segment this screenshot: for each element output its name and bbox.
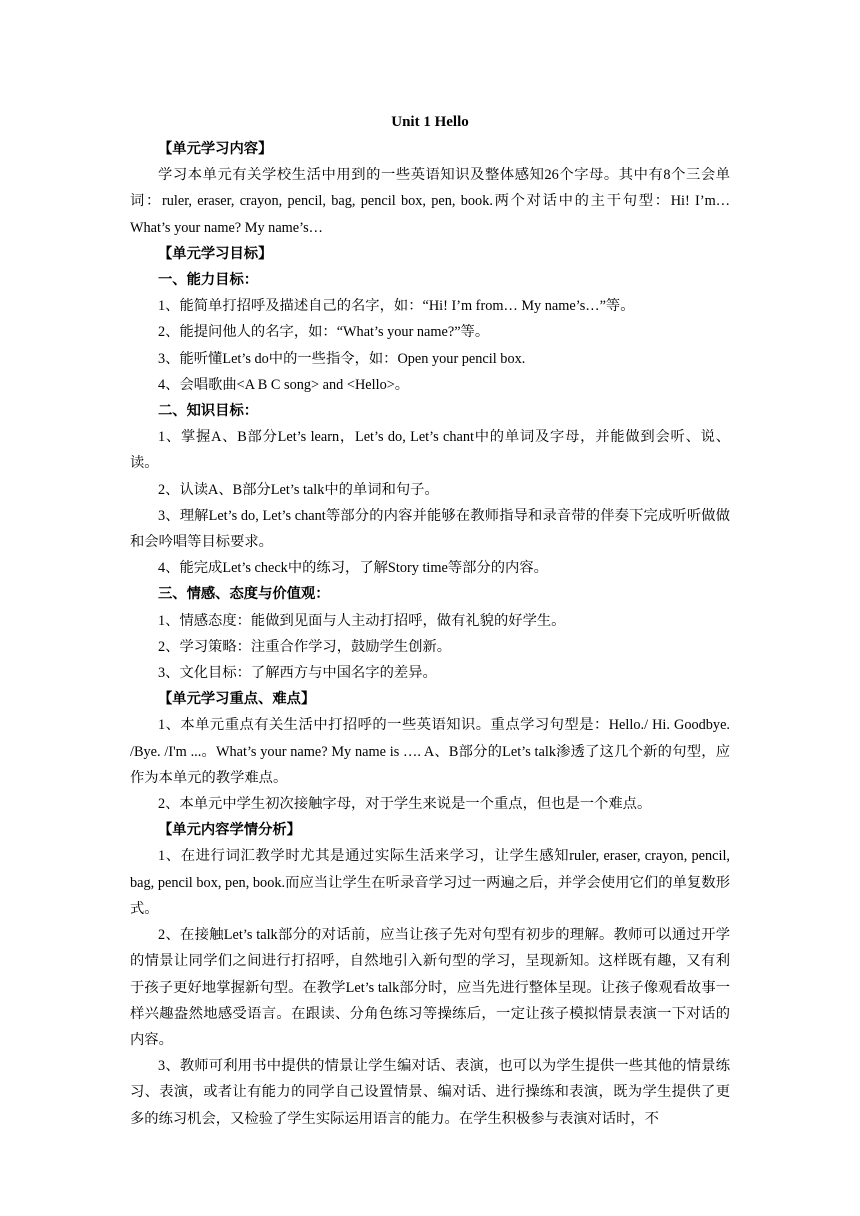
list-item-knowledge-3: 3、理解Let’s do, Let’s chant等部分的内容并能够在教师指导和录音带的伴奏下完成听听做做和会吟唱等目标要求。 (130, 507, 730, 551)
paragraph-analysis-2: 2、在接触Let’s talk部分的对话前，应当让孩子先对句型有初步的理解。教师可以通过开学的情景让同学们之间进行打招呼，自然地引入新句型的学习，呈现新知。这样既有趣，又有利于孩子更好地掌握新句型。在教学Let’s talk部分时，应当先进行整体呈现。让孩子像观看故事一样兴趣盎然地感受语言。在跟读、分角色练习等操练后，一定让孩子模拟情景表演一下对话的内容。 (130, 927, 730, 1048)
section-heading-key-points: 【单元学习重点、难点】 (158, 691, 316, 708)
list-item-ability-3: 3、能听懂Let’s do中的一些指令，如：Open your pencil box. (158, 350, 526, 367)
list-item-attitude-3: 3、文化目标：了解西方与中国名字的差异。 (158, 665, 437, 682)
subheading-ability-goals: 一、能力目标： (158, 272, 259, 289)
list-item-attitude-2: 2、学习策略：注重合作学习，鼓励学生创新。 (158, 638, 452, 655)
section-heading-content: 【单元学习内容】 (158, 141, 273, 157)
list-item-ability-4: 4、会唱歌曲<A B C song> and <Hello>。 (158, 376, 410, 393)
list-item-attitude-1: 1、情感态度：能做到见面与人主动打招呼，做有礼貌的好学生。 (158, 612, 566, 629)
document-title: Unit 1 Hello (391, 114, 469, 130)
list-item-knowledge-2: 2、认读A、B部分Let’s talk中的单词和句子。 (158, 481, 439, 498)
paragraph-analysis-3: 3、教师可利用书中提供的情景让学生编对话、表演，也可以为学生提供一些其他的情景练习、表演，或者让有能力的同学自己设置情景、编对话、进行操练和表演，既为学生提供了更多的练习机会，又检验了学生实际运用语言的能力。在学生积极参与表演对话时，不 (130, 1058, 730, 1127)
paragraph-key-point-2: 2、本单元中学生初次接触字母，对于学生来说是一个重点，但也是一个难点。 (158, 796, 652, 813)
paragraph-content-overview: 学习本单元有关学校生活中用到的一些英语知识及整体感知26个字母。其中有8个三会单词：ruler, eraser, crayon, pencil, bag, pencil box, pen, book.两个对话中的主干句型：Hi! I’m… What’s your name? My name’s… (130, 167, 730, 236)
paragraph-key-point-1: 1、本单元重点有关生活中打招呼的一些英语知识。重点学习句型是：Hello./ Hi. Goodbye. /Bye. /I'm ...。What’s your name? My name is …. A、B部分的Let’s talk渗透了这几个新的句型，应作为本单元的教学难点。 (130, 717, 730, 786)
list-item-ability-1: 1、能简单打招呼及描述自己的名字，如：“Hi! I’m from… My name’s…”等。 (158, 298, 635, 315)
list-item-knowledge-4: 4、能完成Let’s check中的练习，了解Story time等部分的内容。 (158, 560, 548, 577)
paragraph-analysis-1: 1、在进行词汇教学时尤其是通过实际生活来学习，让学生感知ruler, eraser, crayon, pencil, bag, pencil box, pen, book.而应当让学生在听录音学习过一两遍之后，并学会使用它们的单复数形式。 (130, 848, 730, 917)
list-item-ability-2: 2、能提问他人的名字，如：“What’s your name?”等。 (158, 324, 490, 341)
section-heading-analysis: 【单元内容学情分析】 (158, 822, 301, 839)
subheading-attitude-goals: 三、情感、态度与价值观： (158, 586, 330, 603)
section-heading-goals: 【单元学习目标】 (158, 245, 273, 262)
list-item-knowledge-1: 1、掌握A、B部分Let’s learn，Let’s do, Let’s chant中的单词及字母，并能做到会听、说、读。 (130, 429, 730, 472)
subheading-knowledge-goals: 二、知识目标： (158, 403, 259, 420)
document-body (130, 110, 730, 1132)
